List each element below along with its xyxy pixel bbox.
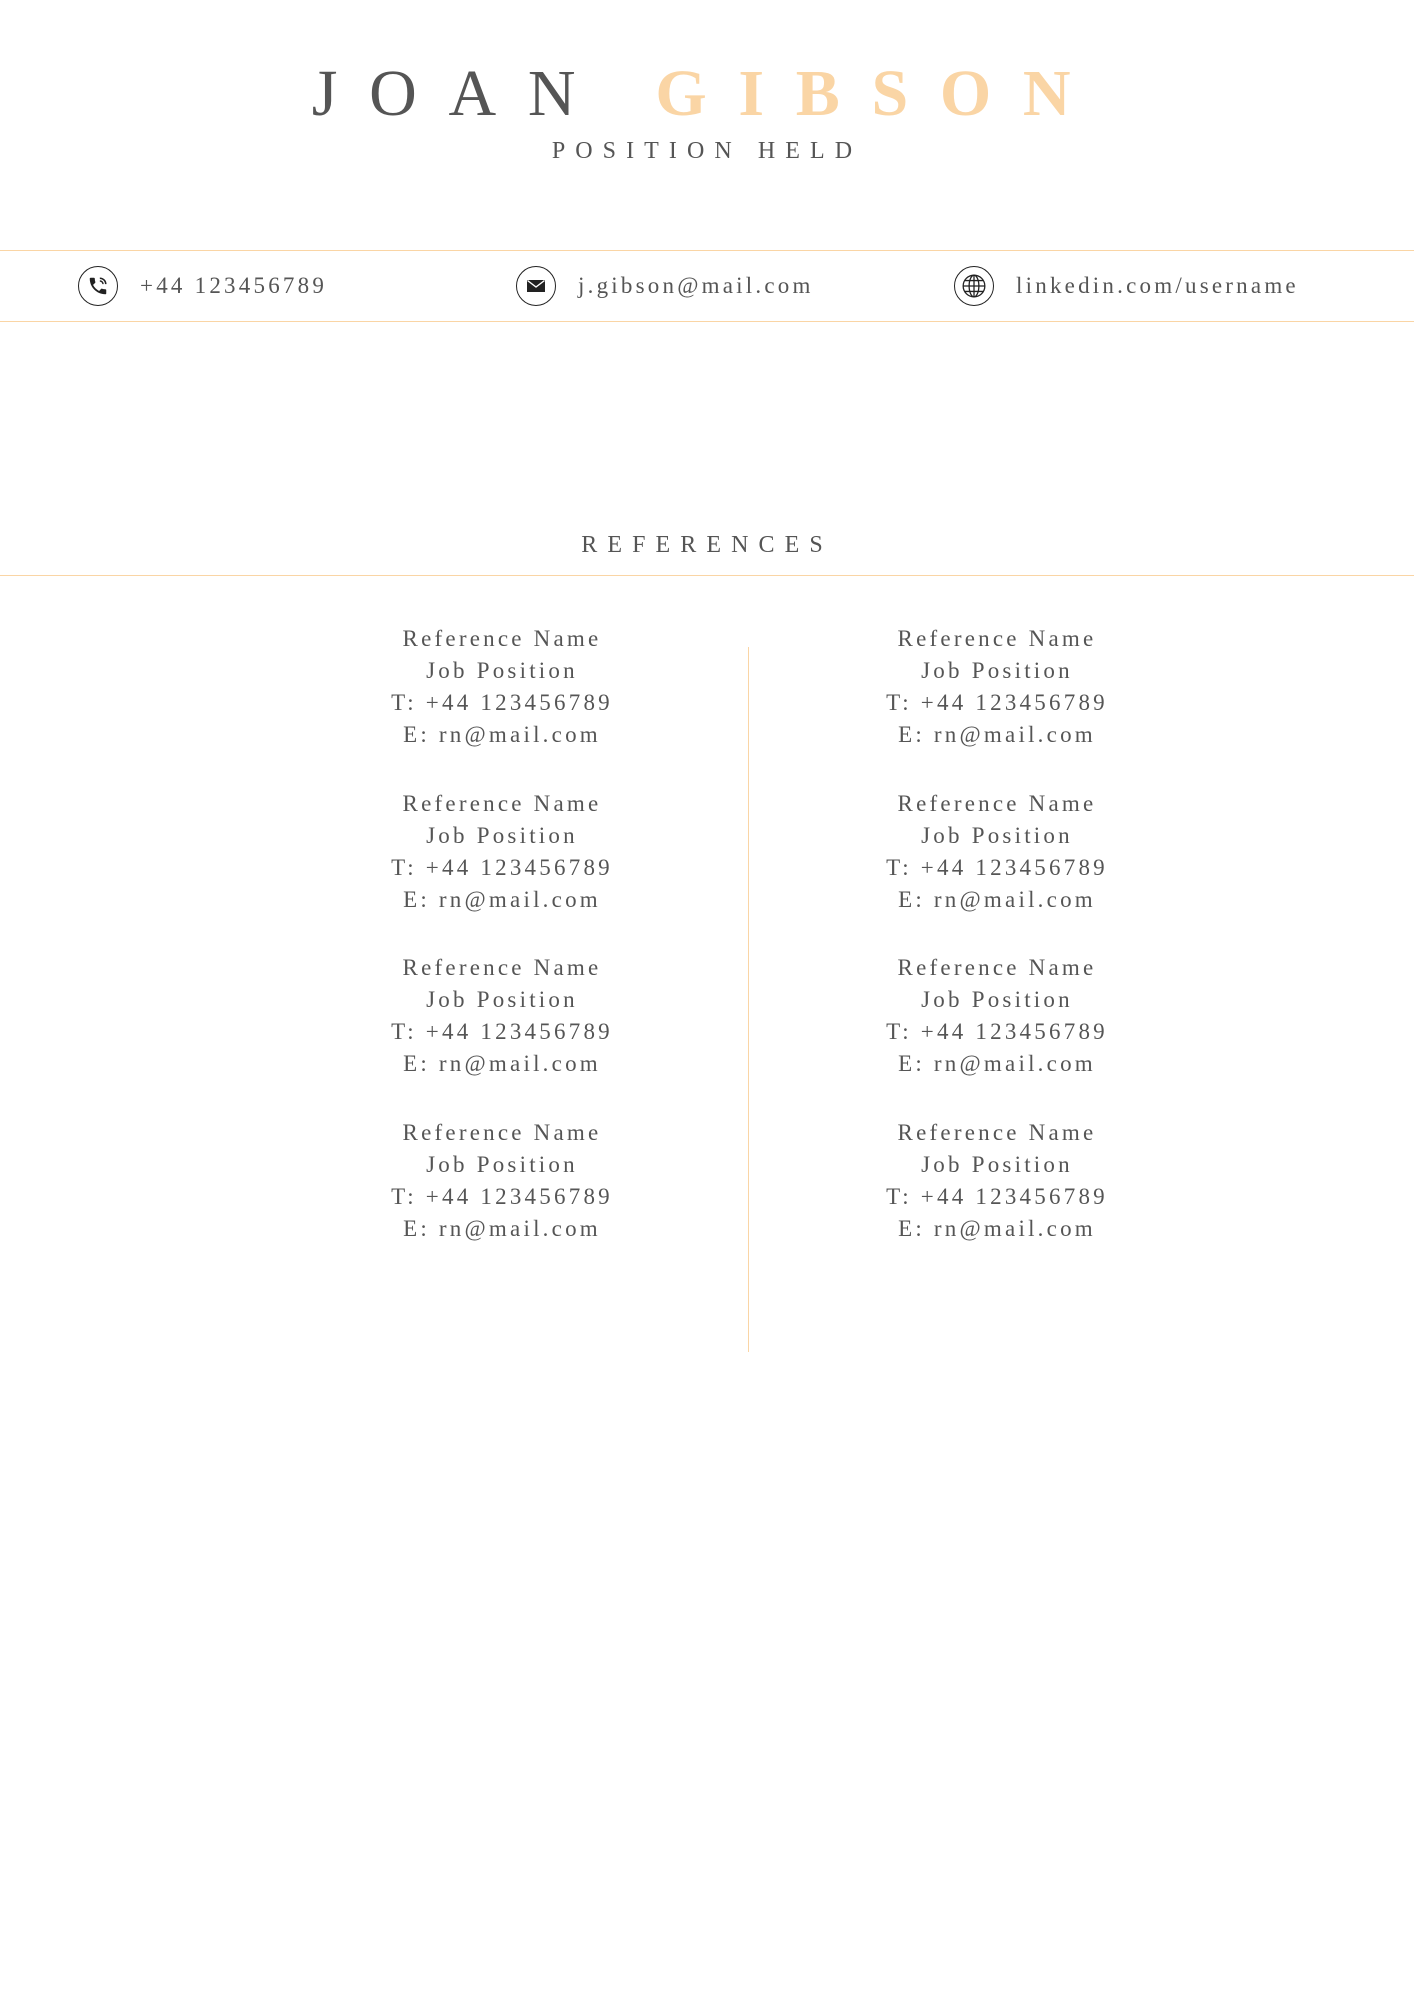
references-divider [0,575,1414,576]
reference-phone: T: +44 123456789 [886,1019,1108,1044]
reference-phone: T: +44 123456789 [886,1183,1108,1209]
reference-entry [817,623,1177,788]
reference-position: Job Position [426,1151,578,1177]
candidate-name [0,58,1414,130]
website-text[interactable]: linkedin.com/username [1016,273,1299,298]
contact-email[interactable] [516,265,814,307]
reference-name: Reference Name [402,790,602,816]
reference-email: E: rn@mail.com [403,1051,601,1076]
reference-email: E: rn@mail.com [403,886,601,912]
reference-entry [322,1117,682,1282]
contact-website[interactable] [954,265,1299,307]
reference-position: Job Position [426,658,578,683]
contact-bar [0,250,1414,322]
reference-phone: T: +44 123456789 [391,1183,613,1209]
reference-name: Reference Name [402,626,602,651]
reference-position: Job Position [426,822,578,848]
column-divider [748,647,749,1352]
reference-email: E: rn@mail.com [898,1051,1096,1076]
reference-position: Job Position [921,658,1073,683]
reference-name: Reference Name [897,955,1097,980]
first-name: JOAN [311,57,608,130]
reference-email: E: rn@mail.com [898,722,1096,747]
reference-name: Reference Name [897,626,1097,651]
reference-entry [817,952,1177,1117]
reference-name: Reference Name [897,1119,1097,1145]
position-held: POSITION HELD [551,138,863,164]
references-right-column [817,623,1177,1281]
reference-phone: T: +44 123456789 [886,690,1108,715]
reference-entry [322,952,682,1117]
reference-phone: T: +44 123456789 [391,1019,613,1044]
email-text[interactable]: j.gibson@mail.com [578,273,814,298]
reference-position: Job Position [426,987,578,1012]
last-name: GIBSON [655,57,1103,130]
mail-icon [516,266,556,306]
reference-email: E: rn@mail.com [898,886,1096,912]
references-heading: REFERENCES [581,532,833,558]
reference-phone: T: +44 123456789 [391,690,613,715]
reference-entry [817,1117,1177,1282]
reference-entry [817,788,1177,953]
reference-phone: T: +44 123456789 [886,854,1108,880]
phone-text: +44 123456789 [140,273,328,298]
reference-position: Job Position [921,822,1073,848]
contact-phone [78,265,327,307]
reference-email: E: rn@mail.com [898,1215,1096,1241]
reference-phone: T: +44 123456789 [391,854,613,880]
references-left-column [322,623,682,1281]
reference-email: E: rn@mail.com [403,1215,601,1241]
reference-name: Reference Name [402,1119,602,1145]
reference-name: Reference Name [897,790,1097,816]
phone-icon [78,266,118,306]
reference-entry [322,788,682,953]
reference-position: Job Position [921,1151,1073,1177]
globe-icon [954,266,994,306]
reference-entry [322,623,682,788]
reference-position: Job Position [921,987,1073,1012]
reference-name: Reference Name [402,955,602,980]
reference-email: E: rn@mail.com [403,722,601,747]
